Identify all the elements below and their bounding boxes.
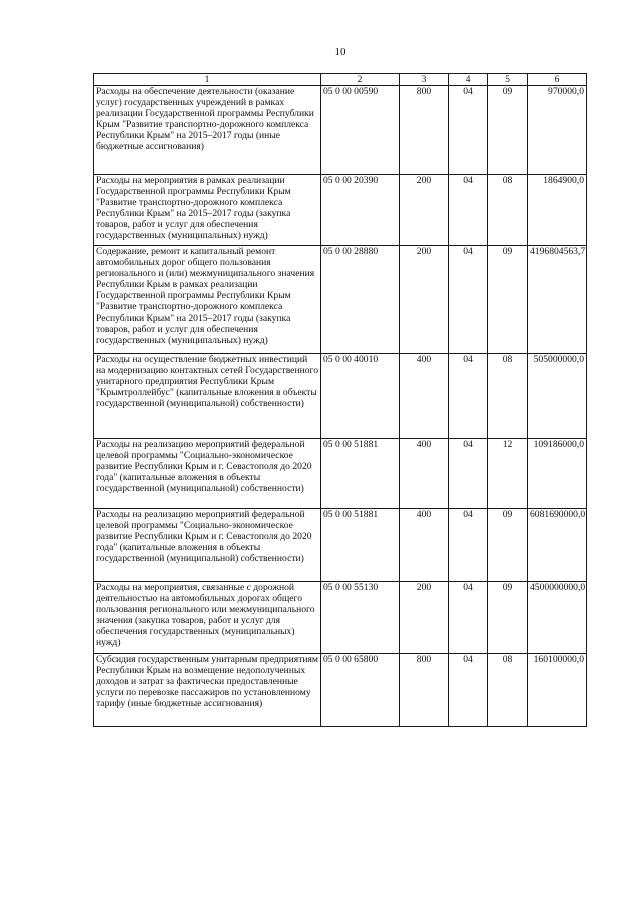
amount: 1864900,0 bbox=[528, 175, 587, 246]
subsection-code: 12 bbox=[488, 439, 528, 509]
section-code: 04 bbox=[449, 175, 488, 246]
section-code: 04 bbox=[449, 246, 488, 354]
amount: 160100000,0 bbox=[528, 654, 587, 727]
table-row bbox=[94, 509, 587, 582]
subsection-code: 08 bbox=[488, 175, 528, 246]
header-col-2: 2 bbox=[321, 74, 400, 86]
amount: 6081690000,0 bbox=[528, 509, 587, 582]
target-code: 05 0 00 65800 bbox=[321, 654, 400, 727]
header-col-3: 3 bbox=[400, 74, 449, 86]
header-col-4: 4 bbox=[449, 74, 488, 86]
amount: 109186000,0 bbox=[528, 439, 587, 509]
table-row bbox=[94, 654, 587, 727]
amount: 970000,0 bbox=[528, 86, 587, 175]
amount: 505000000,0 bbox=[528, 354, 587, 439]
header-row bbox=[94, 74, 587, 86]
section-code: 04 bbox=[449, 86, 488, 175]
header-col-1: 1 bbox=[94, 74, 321, 86]
expense-type: 400 bbox=[400, 439, 449, 509]
table-row bbox=[94, 354, 587, 439]
table-row bbox=[94, 582, 587, 654]
subsection-code: 08 bbox=[488, 654, 528, 727]
target-code: 05 0 00 28880 bbox=[321, 246, 400, 354]
target-code: 05 0 00 40010 bbox=[321, 354, 400, 439]
subsection-code: 09 bbox=[488, 509, 528, 582]
target-code: 05 0 00 55130 bbox=[321, 582, 400, 654]
expense-type: 400 bbox=[400, 509, 449, 582]
expense-name: Расходы на мероприятия в рамках реализации Государственной программы Республики Крым "Развитие транспортно-дорожного комплекса Республики Крым" на 2015–2017 годы (закупка товаров, работ и услуг для обеспечения государственных (муниципальных) нужд) bbox=[94, 175, 321, 246]
header-col-6: 6 bbox=[528, 74, 587, 86]
expense-name: Расходы на обеспечение деятельности (оказание услуг) государственных учреждений в рамках реализации Государственной программы Республики Крым "Развитие транспортно-дорожного комплекса Республики Крым" на 2015–2017 годы (иные бюджетные ассигнования) bbox=[94, 86, 321, 175]
subsection-code: 08 bbox=[488, 354, 528, 439]
amount: 4500000000,0 bbox=[528, 582, 587, 654]
subsection-code: 09 bbox=[488, 86, 528, 175]
expense-name: Расходы на мероприятия, связанные с дорожной деятельностью на автомобильных дорогах общего пользования регионального или межмуниципального значения (закупка товаров, работ и услуг для обеспечения государственных (муниципальных) нужд) bbox=[94, 582, 321, 654]
target-code: 05 0 00 00590 bbox=[321, 86, 400, 175]
expense-name: Субсидия государственным унитарным предприятиям Республики Крым на возмещение недополученных доходов и затрат за фактически предоставленные услуги по перевозке пассажиров по установленному тарифу (иные бюджетные ассигнования) bbox=[94, 654, 321, 727]
section-code: 04 bbox=[449, 582, 488, 654]
section-code: 04 bbox=[449, 654, 488, 727]
expense-name: Содержание, ремонт и капитальный ремонт автомобильных дорог общего пользования регионального и (или) межмуниципального значения Республики Крым в рамках реализации Государственной программы Республики Крым "Развитие транспортно-дорожного комплекса Республики Крым" на 2015–2017 годы (закупка товаров, работ и услуг для обеспечения государственных (муниципальных) нужд) bbox=[94, 246, 321, 354]
section-code: 04 bbox=[449, 509, 488, 582]
expense-type: 400 bbox=[400, 354, 449, 439]
table-row bbox=[94, 439, 587, 509]
section-code: 04 bbox=[449, 439, 488, 509]
expense-type: 200 bbox=[400, 582, 449, 654]
expense-name: Расходы на осуществление бюджетных инвестиций на модернизацию контактных сетей Государственного унитарного предприятия Республики Крым "Крымтроллейбус" (капитальные вложения в объекты государственной (муниципальной) собственности) bbox=[94, 354, 321, 439]
table-row bbox=[94, 246, 587, 354]
target-code: 05 0 00 51881 bbox=[321, 439, 400, 509]
section-code: 04 bbox=[449, 354, 488, 439]
expense-type: 800 bbox=[400, 86, 449, 175]
target-code: 05 0 00 20390 bbox=[321, 175, 400, 246]
table-row bbox=[94, 86, 587, 175]
subsection-code: 09 bbox=[488, 246, 528, 354]
amount: 4196804563,7 bbox=[528, 246, 587, 354]
page-number: 10 bbox=[334, 46, 346, 58]
subsection-code: 09 bbox=[488, 582, 528, 654]
expense-name: Расходы на реализацию мероприятий федеральной целевой программы "Социально-экономическое развитие Республики Крым и г. Севастополя до 2020 года" (капитальные вложения в объекты государственной (муниципальной) собственности) bbox=[94, 439, 321, 509]
expense-type: 200 bbox=[400, 175, 449, 246]
table-row bbox=[94, 175, 587, 246]
budget-table bbox=[93, 73, 587, 727]
target-code: 05 0 00 51881 bbox=[321, 509, 400, 582]
expense-name: Расходы на реализацию мероприятий федеральной целевой программы "Социально-экономическое развитие Республики Крым и г. Севастополя до 2020 года" (капитальные вложения в объекты государственной (муниципальной) собственности) bbox=[94, 509, 321, 582]
expense-type: 800 bbox=[400, 654, 449, 727]
expense-type: 200 bbox=[400, 246, 449, 354]
header-col-5: 5 bbox=[488, 74, 528, 86]
